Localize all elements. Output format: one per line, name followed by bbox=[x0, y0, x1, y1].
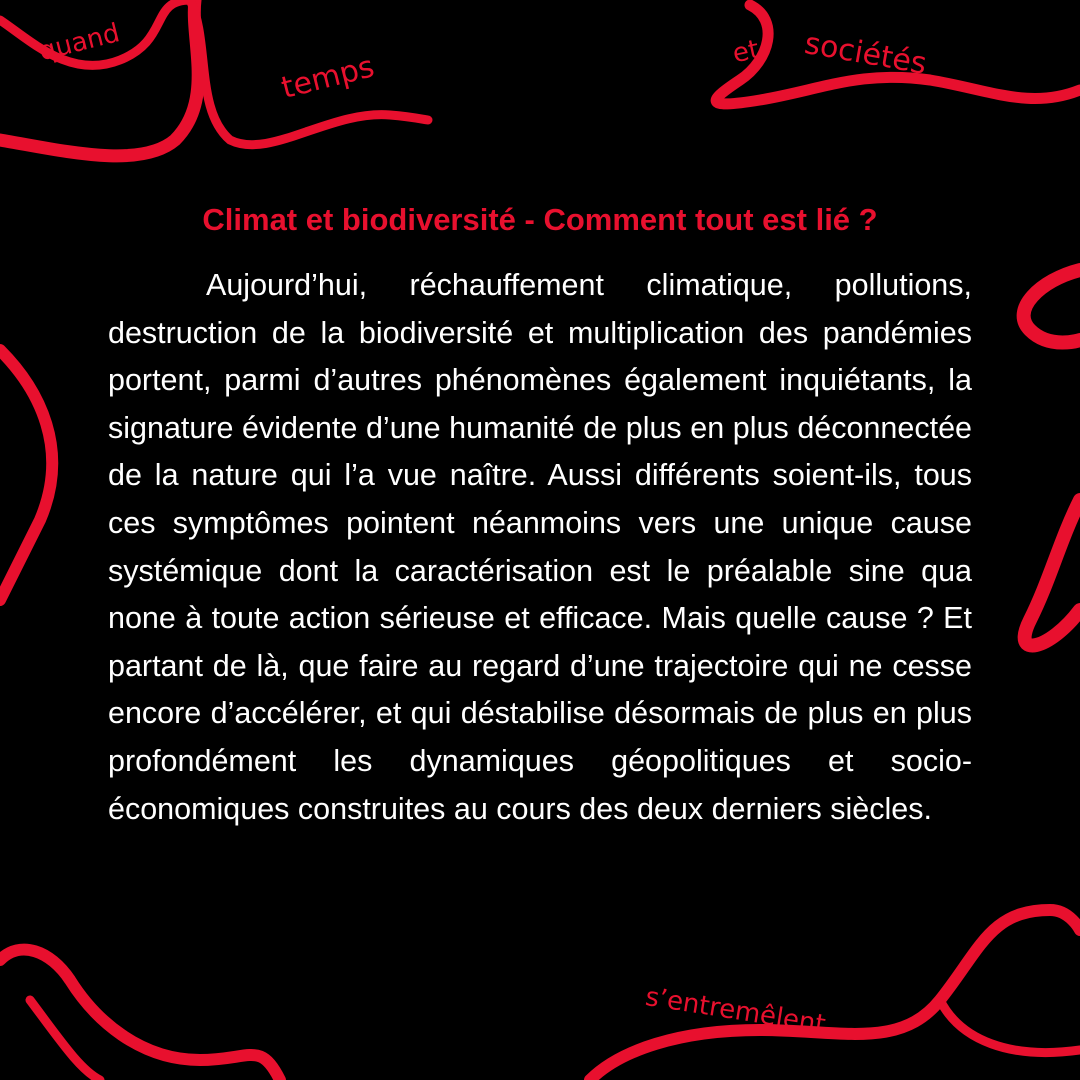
ribbon-right-lower bbox=[1025, 500, 1080, 645]
ribbon-left bbox=[0, 350, 52, 600]
decor-word-societes: sociétés bbox=[801, 26, 930, 82]
decor-word-temps: temps bbox=[278, 49, 378, 106]
ribbon-right-upper bbox=[1024, 270, 1080, 343]
page-title: Climat et biodiversité - Comment tout est lié ? bbox=[202, 202, 878, 237]
decor-word-quand: quand bbox=[36, 18, 123, 68]
decor-word-et: et bbox=[730, 34, 762, 70]
decor-word-entremelent: s’entremêlent bbox=[643, 982, 828, 1041]
ribbon-bottom-right-tail bbox=[940, 1000, 1080, 1053]
body-paragraph: Aujourd’hui, réchauffement climatique, pollutions, destruction de la biodiversité et multiplication des pandémies portent, parmi d’autres phénomènes également inquiétants, la signature évidente d’une humanité de plus en plus déconnectée de la nature qui l’a vue naître. Aussi différents soient-ils, tous ces symptômes pointent néanmoins vers une unique cause systémique dont la caractérisation est le préalable sine qua none à toute action sérieuse et efficace. Mais quelle cause ? Et partant de là, que faire au regard d’une trajectoire qui ne cesse encore d’accélérer, et qui déstabilise désormais de plus en plus profondément les dynamiques géopolitiques et socio-économiques construites au cours des deux derniers siècles. bbox=[108, 268, 972, 826]
